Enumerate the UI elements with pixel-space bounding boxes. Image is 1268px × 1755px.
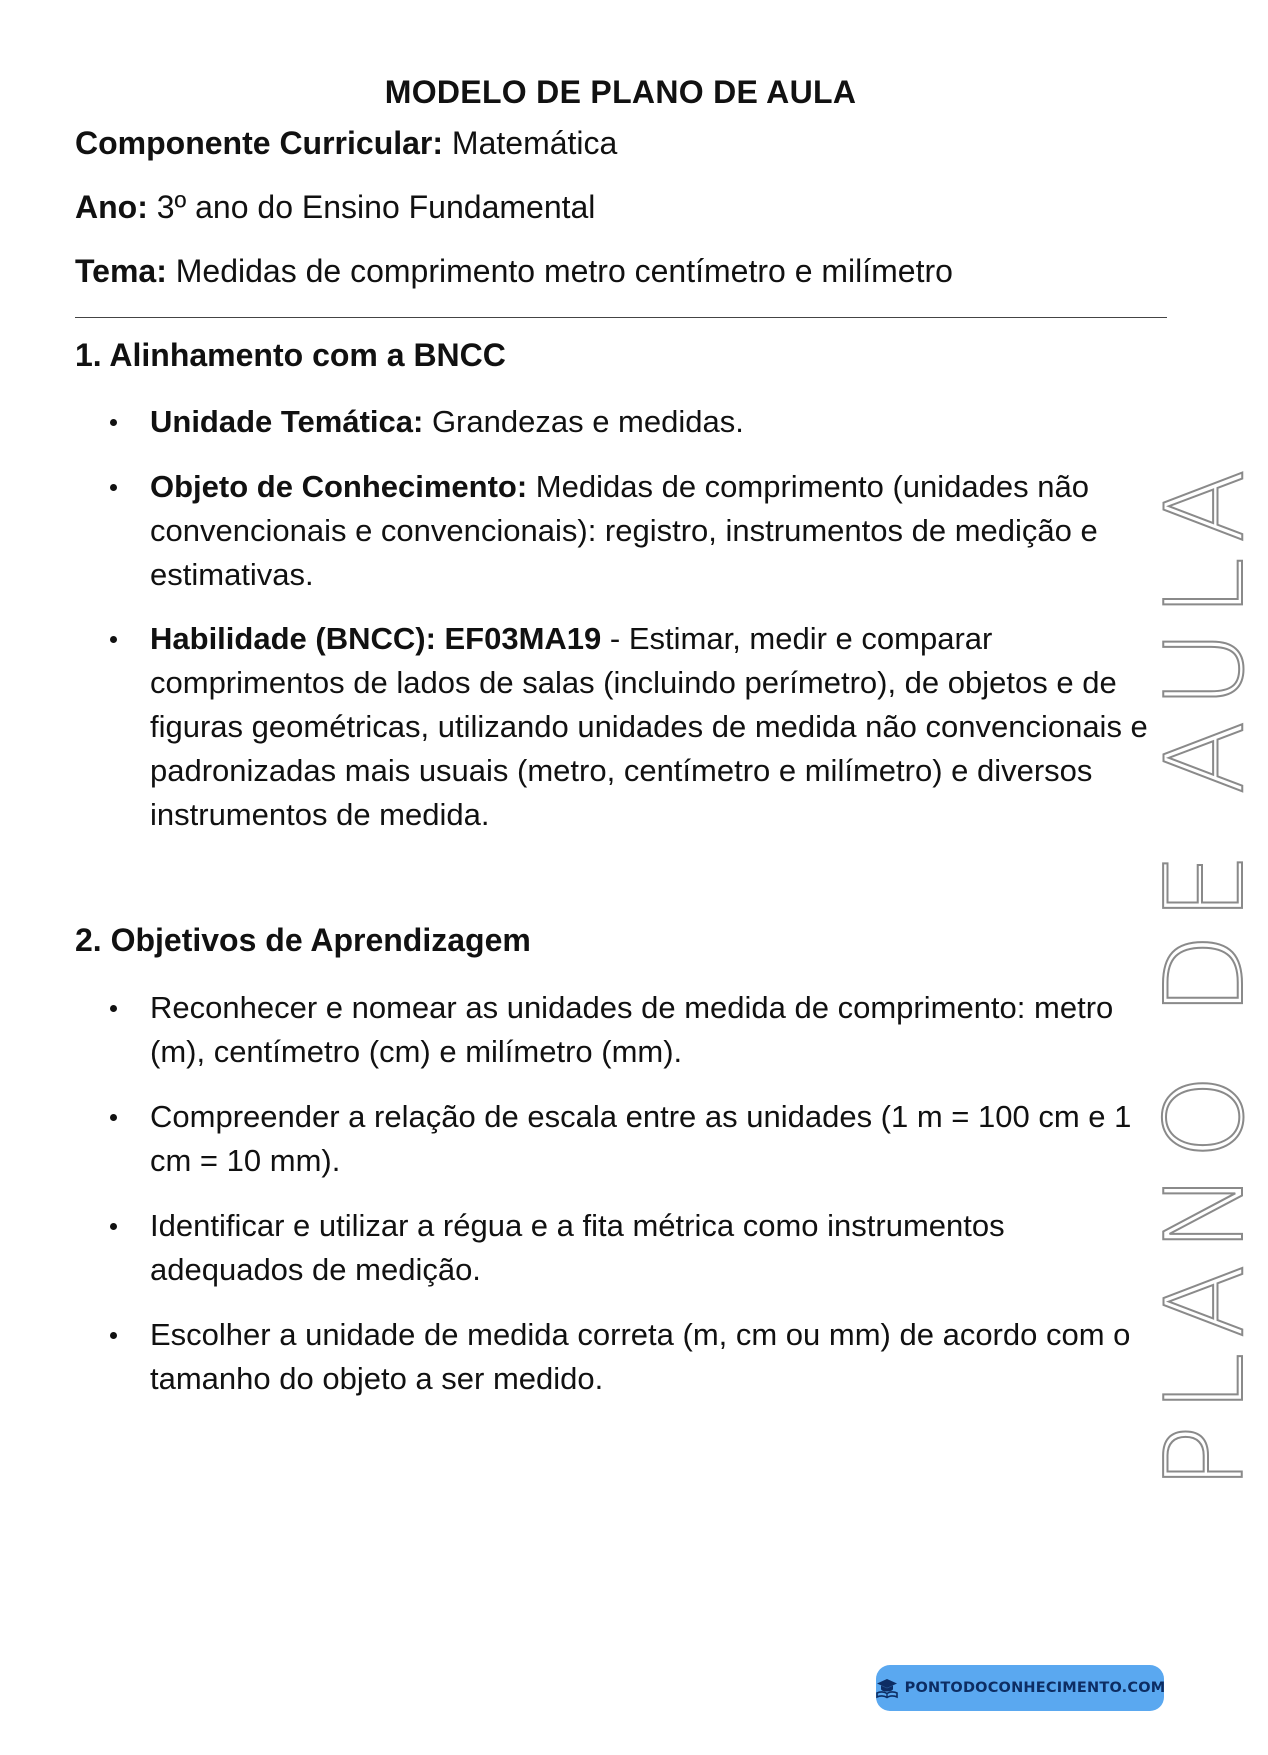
bncc-skill-code: EF03MA19: [435, 621, 602, 656]
bullet-text: Compreender a relação de escala entre as unidades (1 m = 100 cm e 1 cm = 10 mm).: [150, 1099, 1132, 1178]
meta-year-label: Ano:: [75, 189, 148, 225]
meta-component: [75, 125, 617, 162]
bullet-dot-icon: [110, 1005, 117, 1012]
meta-component-value: Matemática: [443, 125, 618, 161]
list-item: [150, 986, 1160, 1074]
bullet-text: Reconhecer e nomear as unidades de medida de comprimento: metro (m), centímetro (cm) e milímetro (mm).: [150, 990, 1114, 1069]
bullet-text: Grandezas e medidas.: [423, 404, 744, 439]
list-item: [150, 617, 1160, 837]
list-item: [150, 1313, 1160, 1401]
meta-theme-value: Medidas de comprimento metro centímetro e milímetro: [166, 253, 953, 289]
list-item: [150, 465, 1160, 597]
meta-year-value: 3º ano do Ensino Fundamental: [147, 189, 596, 225]
bullet-label: Objeto de Conhecimento:: [150, 469, 528, 504]
bullet-text: - Estimar, medir e comparar comprimentos de lados de salas (incluindo perímetro), de objetos e de figuras geométricas, utilizando unidades de medida não convencionais e padronizadas mais usuais (metro, centímetro e milímetro) e diversos instrumentos de medida.: [150, 621, 1148, 832]
bullet-label: Habilidade (BNCC):: [150, 621, 436, 656]
meta-component-label: Componente Curricular:: [75, 125, 444, 161]
bullet-dot-icon: [110, 1114, 117, 1121]
meta-theme-label: Tema:: [75, 253, 167, 289]
list-item: [150, 1204, 1160, 1292]
list-item: [150, 1095, 1160, 1183]
header-divider: [75, 317, 1167, 318]
bullet-text: Medidas de comprimento (unidades não convencionais e convencionais): registro, instrumentos de medição e estimativas.: [150, 469, 1098, 592]
watermark-text: PLANO DE AULA: [1143, 457, 1268, 1490]
meta-theme: [75, 253, 953, 290]
bullet-label: Unidade Temática:: [150, 404, 424, 439]
bullet-dot-icon: [110, 484, 117, 491]
site-badge[interactable]: [876, 1665, 1164, 1711]
section-heading-bncc: 1. Alinhamento com a BNCC: [75, 337, 506, 373]
bullet-dot-icon: [110, 636, 117, 643]
watermark: [1143, 457, 1268, 1490]
site-badge-text: PONTODOCONHECIMENTO.COM: [904, 1680, 1166, 1696]
list-item: [150, 400, 1160, 444]
section-heading-objectives: 2. Objetivos de Aprendizagem: [75, 922, 531, 958]
bullet-dot-icon: [110, 419, 117, 426]
meta-year: [75, 189, 595, 226]
bullet-text: Identificar e utilizar a régua e a fita métrica como instrumentos adequados de medição.: [150, 1208, 1005, 1287]
bullet-dot-icon: [110, 1332, 117, 1339]
bullet-dot-icon: [110, 1223, 117, 1230]
bullet-text: Escolher a unidade de medida correta (m, cm ou mm) de acordo com o tamanho do objeto a ser medido.: [150, 1317, 1131, 1396]
document-title: MODELO DE PLANO DE AULA: [384, 74, 857, 110]
graduation-book-icon: [875, 1676, 899, 1700]
